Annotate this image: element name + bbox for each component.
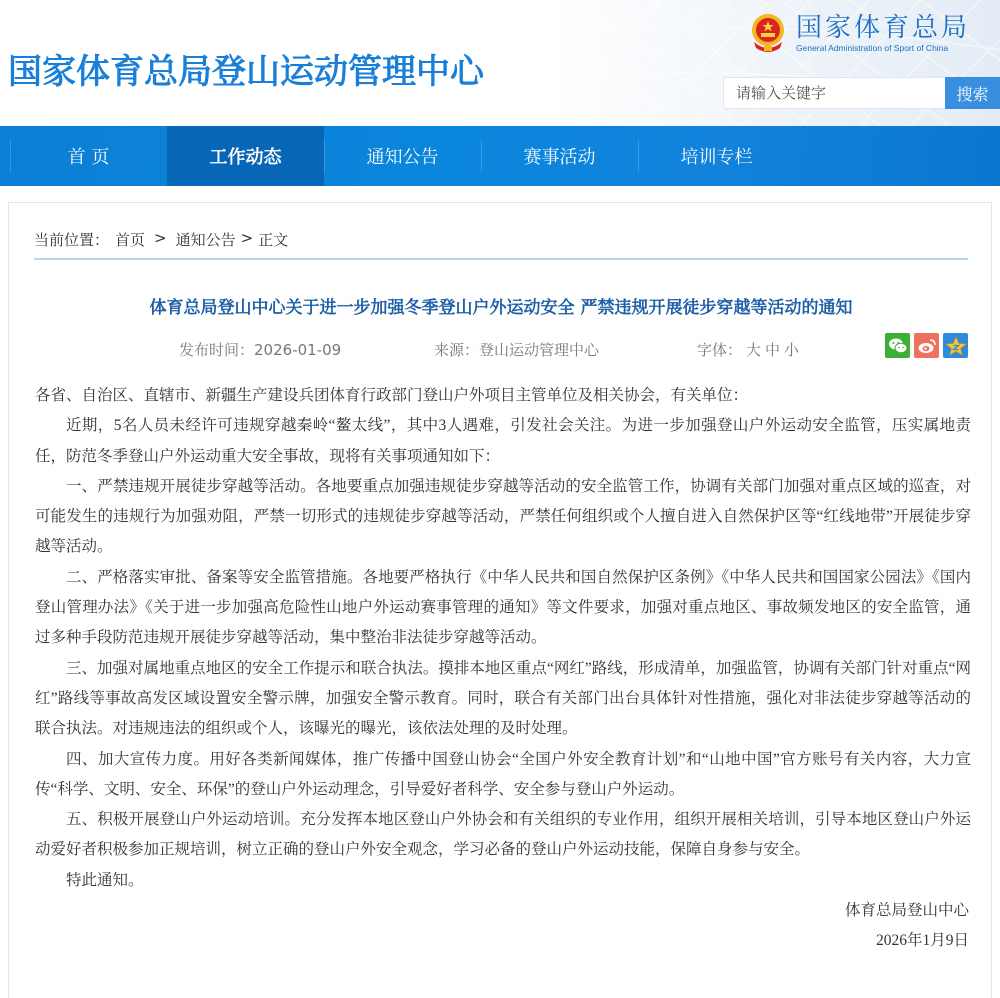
gas-name-en: General Administration of Sport of China xyxy=(796,42,949,53)
breadcrumb-divider xyxy=(34,258,968,260)
article-paragraph: 四、加大宣传力度。用好各类新闻媒体，推广传播中国登山协会“全国户外安全教育计划”和“山地中国”官方账号有关内容，大力宣传“科学、文明、安全、环保”的登山户外运动理念，引导爱好者科学、安全参与登山户外运动。 xyxy=(35,750,971,798)
article-salutation: 各省、自治区、直辖市、新疆生产建设兵团体育行政部门登山户外项目主管单位及相关协会，有关单位： xyxy=(35,387,749,404)
publish-time xyxy=(179,339,341,360)
breadcrumb xyxy=(34,229,288,250)
gas-logo[interactable] xyxy=(748,12,970,54)
share-buttons xyxy=(885,333,968,358)
source-label: 来源： xyxy=(434,341,480,359)
breadcrumb-home[interactable]: 首页 xyxy=(115,231,146,249)
wechat-share-icon[interactable] xyxy=(885,333,910,358)
font-size-large[interactable]: 大 xyxy=(746,341,762,359)
article-meta xyxy=(9,339,993,361)
article-paragraph: 二、严格落实审批、备案等安全监管措施。各地要严格执行《中华人民共和国自然保护区条例》《中华人民共和国国家公园法》《国内登山管理办法》《关于进一步加强高危险性山地户外运动赛事管理的通知》等文件要求，加强对重点地区、事故频发地区的安全监管，通过多种手段防范违规开展徒步穿越等活动，集中整治非法徒步穿越等活动。 xyxy=(35,568,971,647)
font-size-medium[interactable]: 中 xyxy=(765,341,781,359)
gas-name-cn: 国家体育总局 xyxy=(796,12,971,43)
article-body xyxy=(35,381,971,957)
search-button[interactable]: 搜索 xyxy=(945,77,1000,109)
qzone-share-icon[interactable] xyxy=(943,333,968,358)
breadcrumb-separator: > xyxy=(240,229,254,247)
source xyxy=(434,339,599,360)
weibo-share-icon[interactable] xyxy=(914,333,939,358)
article-paragraph: 三、加强对属地重点地区的安全工作提示和联合执法。摸排本地区重点“网红”路线，形成清单，加强监管，协调有关部门针对重点“网红”路线等事故高发区域设置安全警示牌，加强安全警示教育。同时，联合有关部门出台具体针对性措施，强化对非法徒步穿越等活动的联合执法。对违规违法的组织或个人，该曝光的曝光，该依法处理的及时处理。 xyxy=(35,659,971,738)
article-paragraph: 一、严禁违规开展徒步穿越等活动。各地要重点加强违规徒步穿越等活动的安全监管工作，协调有关部门加强对重点区域的巡查，对可能发生的违规行为加强劝阻，严禁一切形式的违规徒步穿越等活动，严禁任何组织或个人擅自进入自然保护区等“红线地带”开展徒步穿越等活动。 xyxy=(35,477,971,556)
publish-label: 发布时间： xyxy=(179,341,255,359)
nav-item-home[interactable]: 首 页 xyxy=(10,126,167,186)
article-sign-date: 2026年1月9日 xyxy=(875,932,969,950)
nav-item-work-news[interactable]: 工作动态 xyxy=(167,126,324,186)
breadcrumb-prefix: 当前位置： xyxy=(34,231,110,249)
source-value: 登山运动管理中心 xyxy=(479,341,600,359)
nav-item-notices[interactable]: 通知公告 xyxy=(324,126,481,186)
site-title[interactable]: 国家体育总局登山运动管理中心 xyxy=(8,52,484,92)
font-size-control xyxy=(697,339,799,360)
article-closing: 特此通知。 xyxy=(66,871,144,889)
site-header xyxy=(0,0,1000,126)
article-paragraph: 五、积极开展登山户外运动培训。充分发挥本地区登山户外协会和有关组织的专业作用，组织开展相关培训，引导本地区登山户外运动爱好者积极参加正规培训，树立正确的登山户外安全观念，学习必备的登山户外运动技能，保障自身参与安全。 xyxy=(35,811,971,859)
search-input[interactable] xyxy=(723,77,945,109)
font-size-small[interactable]: 小 xyxy=(784,341,800,359)
main-nav xyxy=(0,126,1000,186)
breadcrumb-separator: > xyxy=(154,229,167,247)
nav-item-training[interactable]: 培训专栏 xyxy=(638,126,795,186)
article-paragraph: 近期，5名人员未经许可违规穿越秦岭“鳌太线”，其中3人遇难，引发社会关注。为进一步加强登山户外运动安全监管，压实属地责任，防范冬季登山户外运动重大安全事故，现将有关事项通知如下： xyxy=(35,417,971,465)
breadcrumb-notices[interactable]: 通知公告 xyxy=(175,231,236,249)
article-container xyxy=(8,202,992,998)
nav-item-events[interactable]: 赛事活动 xyxy=(481,126,638,186)
national-emblem-icon xyxy=(748,12,788,54)
font-label: 字体： xyxy=(697,341,743,359)
publish-date: 2026-01-09 xyxy=(254,341,342,359)
article-signature: 体育总局登山中心 xyxy=(844,902,969,920)
search-box xyxy=(723,77,1000,109)
article-title: 体育总局登山中心关于进一步加强冬季登山户外运动安全 严禁违规开展徒步穿越等活动的通知 xyxy=(149,298,853,318)
breadcrumb-current: 正文 xyxy=(258,231,289,249)
